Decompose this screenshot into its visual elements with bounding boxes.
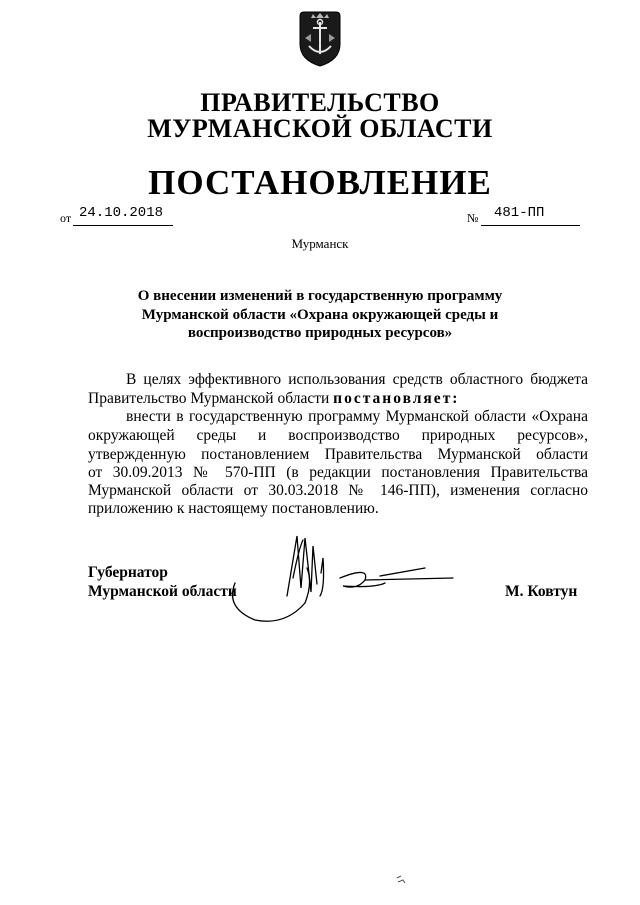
date-prefix: от [60,211,72,225]
number-prefix: № [467,211,479,225]
signatory-name: М. Ковтун [505,583,578,600]
body-line6: от 30.09.2013 № 570-ПП (в редакции постановления Правительства [88,464,588,481]
signatory-title-line2: Мурманской области [88,583,237,600]
subject-line1: О внесении изменений в государственную программу [137,288,503,304]
coat-of-arms-icon [297,10,343,68]
body-line2-text: Правительство Мурманской области [88,390,334,407]
city: Мурманск [291,236,349,251]
body-line5: утвержденную постановлением Правительства Мурманской области [88,446,588,463]
body-line4: окружающей среды и воспроизводство природных ресурсов», [88,427,588,444]
organization-name-line1: ПРАВИТЕЛЬСТВО [200,88,440,117]
body-line8: приложению к настоящему постановлению. [88,500,379,517]
document-date: 24.10.2018 [79,205,164,221]
signatory-title-line1: Губернатор [88,564,168,581]
document-type-title: ПОСТАНОВЛЕНИЕ [148,163,492,202]
resolves-keyword: постановляет: [333,390,460,407]
body-line3: внести в государственную программу Мурманской области «Охрана [126,408,588,425]
document-subject [100,287,540,343]
organization-name-line2: МУРМАНСКОЙ ОБЛАСТИ [147,114,493,143]
body-line2 [88,390,588,408]
body-line1: В целях эффективного использования средств областного бюджета [126,371,588,388]
subject-line2: Мурманской области «Охрана окружающей среды и [141,306,499,323]
handwritten-signature [225,528,455,628]
body-line7: Мурманской области от 30.03.2018 № 146-ПП), изменения согласно [88,482,588,499]
scan-mark [395,873,409,885]
subject-line3: воспроизводство природных ресурсов» [187,325,453,341]
document-number: 481-ПП [494,205,545,221]
